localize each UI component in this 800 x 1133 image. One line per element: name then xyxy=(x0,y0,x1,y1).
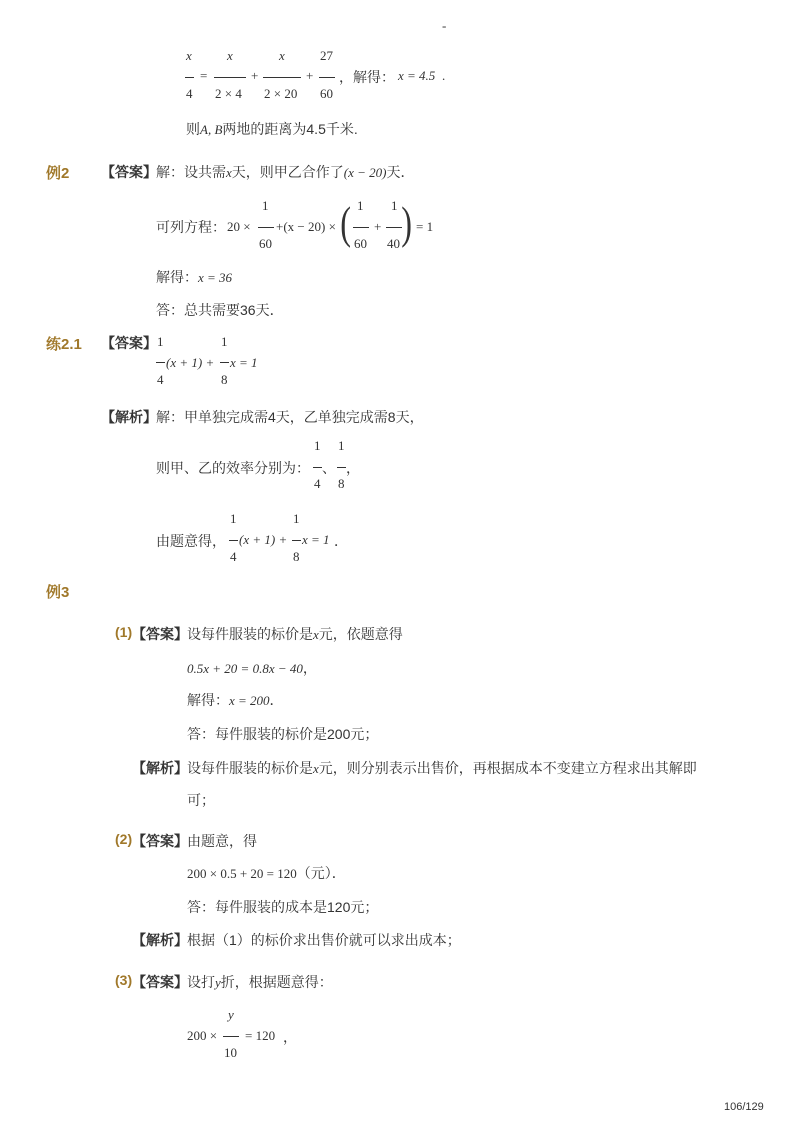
ex3-p1-line1: 设每件服装的标价是x元，依题意得 xyxy=(187,626,403,642)
ex2-label: 例2 xyxy=(46,165,70,182)
ex2-answer-tag: 【答案】 xyxy=(101,164,157,180)
frac-num-1: x xyxy=(186,48,192,63)
ex3-p1-analysis: 设每件服装的标价是x元，则分别表示出售价，再根据成本不变建立方程求出其解即 xyxy=(187,760,697,776)
ex3-p2-answer-tag: 【答案】 xyxy=(132,833,188,849)
ex3-p2-calc: 200 × 0.5 + 20 = 120（元）． xyxy=(187,865,346,881)
solve-math: x = 4.5 xyxy=(398,68,436,83)
frac-num-4: 27 xyxy=(320,48,333,63)
frac-den-4: 60 xyxy=(320,86,333,101)
op-plus-2: + xyxy=(306,68,314,83)
pr21-answer-tag: 【答案】 xyxy=(101,335,157,351)
page-number: 106/129 xyxy=(724,1101,764,1113)
ex2-line1: 解：设共需x天，则甲乙合作了(x − 20)天． xyxy=(156,164,415,180)
ex2-answer: 答：总共需要36天． xyxy=(156,302,284,318)
ex3-p3-answer-tag: 【答案】 xyxy=(132,974,188,990)
pr21-label: 练2.1 xyxy=(46,336,82,353)
distance-line: 则A, B两地的距离为4.5千米. xyxy=(186,121,358,137)
left-paren: ( xyxy=(340,197,352,248)
ex3-p1-analysis-line2: 可； xyxy=(187,792,215,808)
frac-den-3: 2 × 20 xyxy=(264,86,298,101)
ex2-solve: 解得：x = 36 xyxy=(156,269,233,285)
ex3-p2-analysis-tag: 【解析】 xyxy=(132,932,188,948)
ex2-eq-label: 可列方程： xyxy=(156,219,226,235)
ex3-p3-num: (3) xyxy=(115,972,133,988)
frac-num-3: x xyxy=(279,48,285,63)
ex3-p2-analysis: 根据（1）的标价求出售价就可以求出成本； xyxy=(187,932,461,948)
frac-num-2: x xyxy=(227,48,233,63)
frac-den-1: 4 xyxy=(186,86,193,101)
op-eq: = xyxy=(200,68,208,83)
ex3-p2-line1: 由题意，得 xyxy=(187,833,257,849)
ex3-label: 例3 xyxy=(46,584,70,601)
ex3-p1-answer: 答：每件服装的标价是200元； xyxy=(187,726,379,742)
right-paren: ) xyxy=(401,197,413,248)
solve-end: . xyxy=(442,68,446,83)
ex3-p1-num: (1) xyxy=(115,624,133,640)
ex3-p1-answer-tag: 【答案】 xyxy=(132,626,188,642)
top-mark: - xyxy=(442,18,447,33)
ex3-p1-analysis-tag: 【解析】 xyxy=(132,760,188,776)
pr21-analysis-line1: 解：甲单独完成需4天，乙单独完成需8天， xyxy=(156,409,424,425)
ex3-p3-line1: 设打y折，根据题意得： xyxy=(187,974,333,990)
ex3-p2-num: (2) xyxy=(115,831,133,847)
ex3-p1-solve: 解得：x = 200． xyxy=(187,692,284,708)
pr21-analysis-tag: 【解析】 xyxy=(101,409,157,425)
solve-text: ，解得： xyxy=(339,69,395,85)
ex3-p2-answer: 答：每件服装的成本是120元； xyxy=(187,899,379,915)
op-plus-1: + xyxy=(251,68,259,83)
ex3-p1-equation: 0.5x + 20 = 0.8x − 40， xyxy=(187,660,317,676)
frac-den-2: 2 × 4 xyxy=(215,86,242,101)
